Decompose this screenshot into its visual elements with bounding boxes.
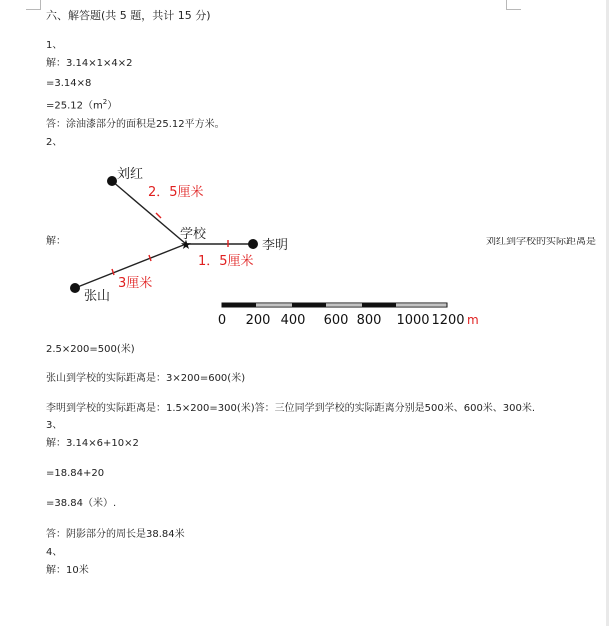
q1-number: 1、 (46, 40, 63, 51)
measure-tick (156, 213, 161, 218)
scale-tick-800: 800 (356, 313, 382, 328)
q3-number: 3、 (46, 420, 63, 431)
star-school-icon: ★ (180, 238, 192, 253)
label-liuhong: 刘红 (117, 167, 144, 182)
q2-number: 2、 (46, 137, 63, 148)
q3-line-1: 解：3.14×6+10×2 (46, 438, 139, 449)
scale-bar (222, 303, 447, 307)
label-zhangshan: 张山 (84, 289, 111, 304)
label-liming: 李明 (262, 238, 289, 253)
q1-line-3: $=25.12(m^2)$ (46, 98, 118, 112)
q4-solution: 解：10米 (46, 565, 89, 576)
point-zhangshan (70, 283, 80, 293)
q2-side-note: 刘红到学校的实际距离是 (486, 237, 596, 247)
scale-tick-labels (218, 313, 465, 328)
measure-tick (112, 269, 114, 275)
label-dist-liuhong: 2．5厘米 (148, 185, 204, 200)
label-dist-liming: 1．5厘米 (198, 254, 254, 269)
q3-line-2: =18.84+20 (46, 468, 105, 479)
q2-calc-2: 张山到学校的实际距离是：3×200=600(米) (46, 373, 246, 384)
q2-solution-label: 解： (46, 236, 66, 247)
point-liming (248, 239, 258, 249)
q4-number: 4、 (46, 547, 63, 558)
q3-answer: 答：阴影部分的周长是38.84米 (46, 529, 185, 540)
scale-unit: m (467, 313, 479, 327)
q1-line-2: =3.14×8 (46, 78, 92, 89)
label-school: 学校 (180, 227, 207, 242)
q1-answer: 答：涂油漆部分的面积是25.12平方米。 (46, 119, 225, 130)
scale-tick-200: 200 (245, 313, 271, 328)
section-title: 六、解答题(共 5 题，共计 15 分) (46, 9, 211, 22)
q2-calc-1: 2.5×200=500(米) (46, 344, 135, 355)
scale-tick-600: 600 (323, 313, 349, 328)
q2-calc-3: 李明到学校的实际距离是：1.5×200=300(米)答：三位同学到学校的实际距离分别是500米、600米、300米. (46, 403, 536, 414)
point-liuhong (107, 176, 117, 186)
scale-tick-1000: 1000 (396, 313, 430, 328)
measure-tick (149, 255, 151, 261)
label-dist-zhangshan: 3厘米 (118, 276, 153, 291)
q3-line-3: =38.84（米）. (46, 498, 117, 509)
scale-tick-1200: 1200 (431, 313, 465, 328)
q1-unit-exponent: 2 (102, 98, 108, 106)
q1-line-1: 解：3.14×1×4×2 (46, 58, 133, 69)
scale-tick-0: 0 (217, 313, 227, 328)
scale-tick-400: 400 (280, 313, 306, 328)
